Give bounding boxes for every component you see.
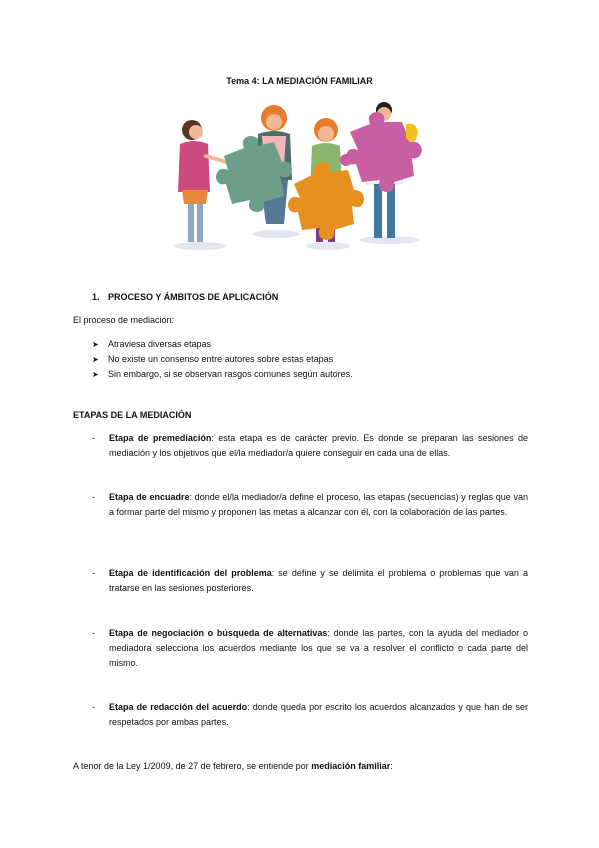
stage-item [92,566,528,596]
stage-text [109,490,528,520]
document-title: Tema 4: LA MEDIACIÓN FAMILIAR [226,76,373,86]
stage-text [109,566,528,596]
dash-bullet: - [92,433,95,443]
stage-description: : se define y se delimita el problema o problemas que van a tratarse en las sesiones posteriores. [109,568,528,593]
dash-bullet: - [92,568,95,578]
bullet-list [92,337,353,382]
stage-text [109,626,528,671]
bullet-text: No existe un consenso entre autores sobre estas etapas [108,354,334,364]
stage-text [109,700,528,730]
list-item [92,367,353,382]
orange-puzzle-piece [288,162,364,240]
dash-bullet: - [92,628,95,638]
stages-heading: ETAPAS DE LA MEDIACIÓN [73,410,192,420]
stage-term: Etapa de redacción del acuerdo [109,702,248,712]
stage-term: Etapa de negociación o búsqueda de alternativas [109,628,328,638]
dash-bullet: - [92,702,95,712]
stage-item [92,700,528,730]
closing-text: A tenor de la Ley 1/2009, de 27 de febrero, se entiende por [73,761,312,771]
stage-description: : esta etapa es de carácter previo. Es donde se preparan las sesiones de mediación y los objetivos que el/la mediador/a quiere conseguir en cada una de ellas. [109,433,528,458]
closing-end: : [390,761,393,771]
list-item [92,337,353,352]
intro-text: El proceso de mediación: [73,315,175,325]
list-item [92,352,353,367]
bullet-text: Atraviesa diversas etapas [108,339,212,349]
closing-term: mediación familiar [311,761,391,771]
closing-paragraph [73,761,393,771]
dash-bullet: - [92,492,95,502]
bullet-text: Sin embargo, si se observan rasgos comunes según autores. [108,369,353,379]
section-heading [92,292,278,302]
stage-description: : donde queda por escrito los acuerdos alcanzados y que han de ser respetados por ambas partes. [109,702,529,727]
section-title: PROCESO Y ÁMBITOS DE APLICACIÓN [108,292,279,302]
stage-text [109,431,528,461]
arrow-bullet-icon: ➤ [92,340,99,349]
section-number: 1. [92,292,100,302]
stage-term: Etapa de encuadre [109,492,190,502]
stage-description: : donde las partes, con la ayuda del mediador o mediadora selecciona los acuerdos mediante los que se va a resolver el conflicto o cada parte del mismo. [109,628,529,668]
stage-item [92,431,528,461]
arrow-bullet-icon: ➤ [92,370,99,379]
stage-term: Etapa de identificación del problema [109,568,272,578]
stage-item [92,626,528,671]
stage-description: : donde el/la mediador/a define el proceso, las etapas (secuencias) y reglas que van a formar parte del mismo y proponen las metas a alcanzar con él, con la colaboración de las partes. [109,492,529,517]
arrow-bullet-icon: ➤ [92,355,99,364]
family-puzzle-illustration [166,100,428,252]
stage-item [92,490,528,520]
stage-term: Etapa de premediación [109,433,212,443]
